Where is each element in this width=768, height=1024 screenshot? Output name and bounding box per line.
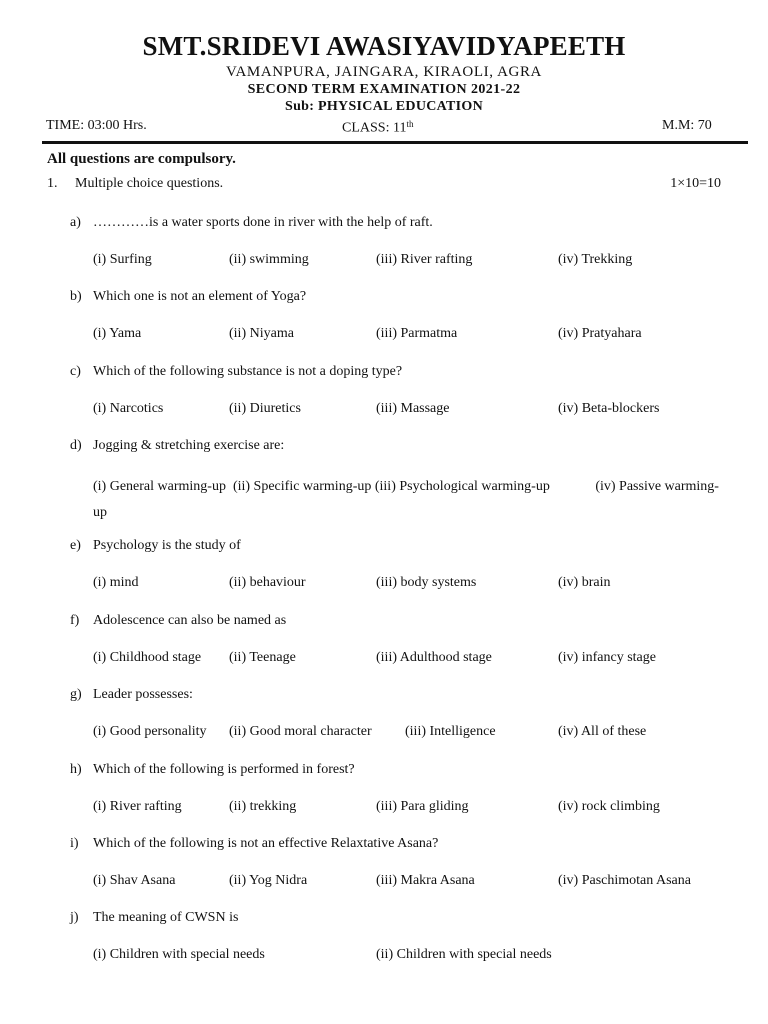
class-superscript: th [406, 119, 414, 129]
option: (i) mind [93, 575, 139, 590]
option: (i) River rafting [93, 799, 182, 814]
option: (iii) Para gliding [376, 799, 469, 814]
option: (ii) behaviour [229, 575, 306, 590]
question-text: Which of the following is performed in forest? [93, 762, 355, 777]
question-letter: i) [70, 836, 79, 851]
question-letter: a) [70, 215, 81, 230]
option: (ii) Niyama [229, 326, 294, 341]
section-marks: 1×10=10 [670, 176, 721, 191]
option: (iv) Paschimotan Asana [558, 873, 691, 888]
option: (iii) River rafting [376, 252, 473, 267]
question-letter: g) [70, 687, 82, 702]
option: (iv) brain [558, 575, 611, 590]
option: (iii) Adulthood stage [376, 650, 492, 665]
option: (iii) Massage [376, 401, 450, 416]
question-text: Leader possesses: [93, 687, 193, 702]
question-letter: h) [70, 762, 82, 777]
option: (iii) Parmatma [376, 326, 458, 341]
question-letter: j) [70, 910, 79, 925]
header-divider [42, 141, 748, 144]
section-title: Multiple choice questions. [75, 176, 224, 191]
option: (i) Good personality [93, 724, 207, 739]
question-letter: c) [70, 364, 81, 379]
option: (ii) Teenage [229, 650, 296, 665]
instructions: All questions are compulsory. [47, 151, 236, 167]
option: (ii) Yog Nidra [229, 873, 308, 888]
option: (iv) rock climbing [558, 799, 660, 814]
question-text: Which one is not an element of Yoga? [93, 289, 307, 304]
subject-line: Sub: PHYSICAL EDUCATION [284, 99, 484, 114]
option: (iv) Pratyahara [558, 326, 642, 341]
question-text: Adolescence can also be named as [93, 613, 287, 628]
question-letter: e) [70, 538, 81, 553]
class-label: CLASS: 11 [342, 120, 407, 136]
option: (i) Yama [93, 326, 142, 341]
option: (i) Children with special needs [93, 947, 265, 962]
option: (ii) Good moral character [229, 724, 372, 739]
option: (ii) trekking [229, 799, 297, 814]
school-address: VAMANPURA, JAINGARA, KIRAOLI, AGRA [226, 64, 542, 80]
exam-time: TIME: 03:00 Hrs. [46, 118, 147, 133]
option: (ii) Children with special needs [376, 947, 552, 962]
option: (iii) Makra Asana [376, 873, 475, 888]
option: (iii) Intelligence [405, 724, 496, 739]
option: (ii) Specific warming-up [232, 479, 372, 494]
option: (i) Surfing [93, 252, 152, 267]
question-text: Psychology is the study of [93, 538, 241, 553]
question-letter: d) [70, 438, 82, 453]
long-options [93, 474, 721, 526]
option: (i) Narcotics [93, 401, 164, 416]
school-name: SMT.SRIDEVI AWASIYAVIDYAPEETH [142, 31, 626, 61]
section-number: 1. [47, 176, 58, 191]
option: (iv) Passive warming-up [93, 479, 719, 520]
question-text: …………is a water sports done in river with the help of raft. [93, 215, 433, 230]
option: (iv) Trekking [558, 252, 633, 267]
option: (iv) All of these [558, 724, 647, 739]
option: (iv) infancy stage [558, 650, 656, 665]
question-letter: b) [70, 289, 82, 304]
max-marks: M.M: 70 [662, 118, 712, 133]
exam-class [342, 118, 413, 137]
question-letter: f) [70, 613, 80, 628]
question-text: The meaning of CWSN is [93, 910, 239, 925]
question-text: Jogging & stretching exercise are: [93, 438, 285, 453]
question-text: Which of the following substance is not a doping type? [93, 364, 403, 379]
option: (iii) Psychological warming-up [374, 479, 550, 494]
option: (ii) Diuretics [229, 401, 301, 416]
option: (i) Childhood stage [93, 650, 202, 665]
option: (ii) swimming [229, 252, 309, 267]
option: (iii) body systems [376, 575, 477, 590]
option: (i) Shav Asana [93, 873, 176, 888]
option: (iv) Beta-blockers [558, 401, 660, 416]
exam-title: SECOND TERM EXAMINATION 2021-22 [247, 82, 521, 97]
option: (i) General warming-up [93, 479, 226, 494]
question-text: Which of the following is not an effective Relaxtative Asana? [93, 836, 439, 851]
